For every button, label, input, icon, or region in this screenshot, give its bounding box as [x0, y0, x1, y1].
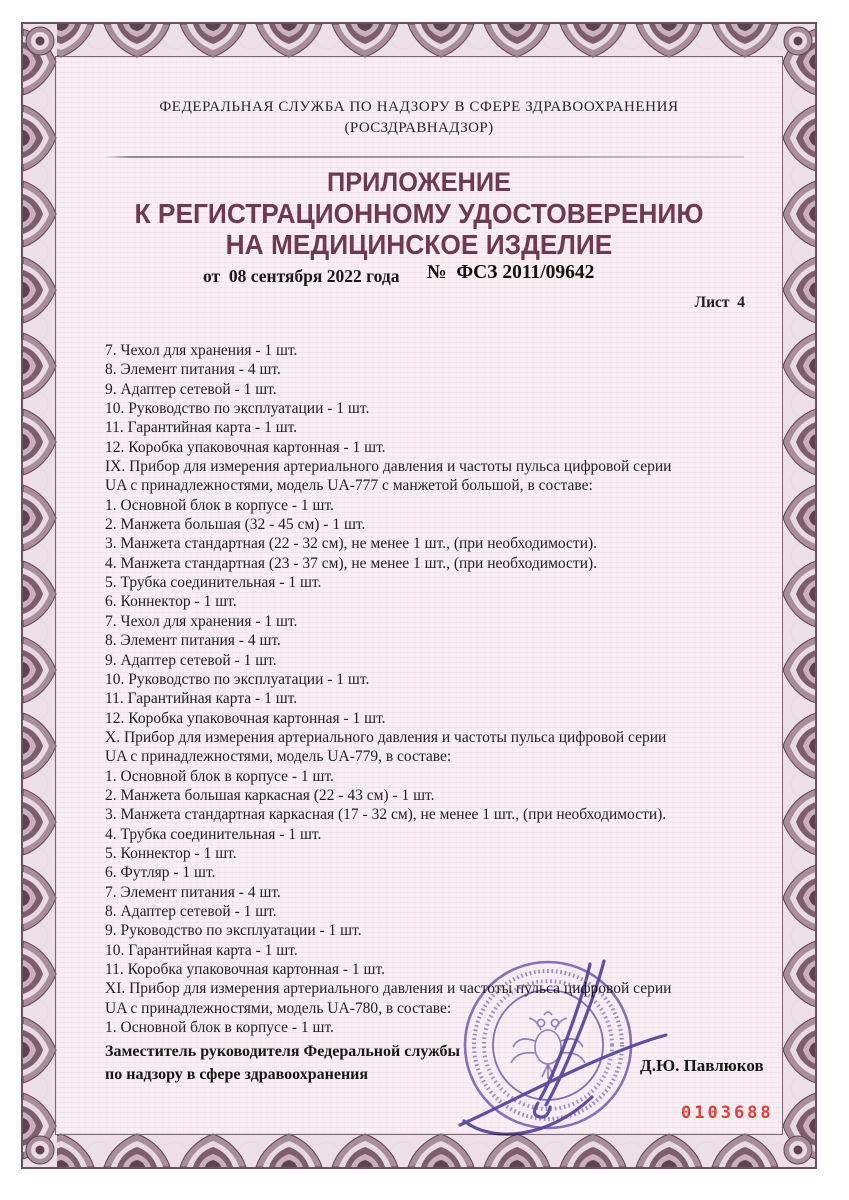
body-line: 1. Основной блок в корпусе - 1 шт.: [105, 496, 334, 514]
body-line: UA с принадлежностями, модель UA-779, в составе:: [105, 748, 452, 766]
body-line: 9. Руководство по эксплуатации - 1 шт.: [105, 922, 362, 940]
body-line: 5. Коннектор - 1 шт.: [105, 844, 237, 862]
body-line: 4. Манжета стандартная (23 - 37 см), не менее 1 шт., (при необходимости).: [105, 554, 598, 572]
agency-short-name: (РОСЗДРАВНАДЗОР): [344, 120, 494, 136]
border-guilloche-left: [23, 24, 57, 1167]
document-title-line1: ПРИЛОЖЕНИЕ: [326, 167, 512, 197]
body-line: 5. Трубка соединительная - 1 шт.: [105, 574, 322, 592]
signer-name: Д.Ю. Павлюков: [640, 1056, 764, 1075]
body-line: 7. Элемент питания - 4 шт.: [105, 883, 281, 901]
signer-position-line1: Заместитель руководителя Федеральной службы: [105, 1043, 460, 1060]
agency-name: ФЕДЕРАЛЬНАЯ СЛУЖБА ПО НАДЗОРУ В СФЕРЕ ЗДРАВООХРАНЕНИЯ: [159, 99, 679, 115]
body-line: 2. Манжета большая (32 - 45 см) - 1 шт.: [105, 516, 366, 534]
body-line: 9. Адаптер сетевой - 1 шт.: [105, 651, 277, 669]
body-line: 7. Чехол для хранения - 1 шт.: [105, 342, 298, 359]
body-line: 10. Руководство по эксплуатации - 1 шт.: [105, 670, 370, 688]
document-title-line3: НА МЕДИЦИНСКОЕ ИЗДЕЛИЕ: [225, 229, 613, 260]
body-line: 8. Элемент питания - 4 шт.: [105, 361, 281, 379]
body-line: 3. Манжета стандартная (22 - 32 см), не менее 1 шт., (при необходимости).: [105, 535, 598, 553]
sheet-number: Лист 4: [694, 294, 745, 311]
body-line: X. Прибор для измерения артериального давления и частоты пульса цифровой серии: [105, 728, 667, 746]
body-line: UA с принадлежностями, модель UA-777 с манжетой большой, в составе:: [105, 477, 593, 495]
body-line: 8. Элемент питания - 4 шт.: [105, 632, 281, 650]
border-guilloche-top: [23, 24, 815, 58]
body-line: 10. Руководство по эксплуатации - 1 шт.: [105, 400, 370, 418]
body-line: 1. Основной блок в корпусе - 1 шт.: [105, 1019, 334, 1037]
document-title-line2: К РЕГИСТРАЦИОННОМУ УДОСТОВЕРЕНИЮ: [134, 198, 704, 229]
border-guilloche-bottom: [23, 1133, 815, 1167]
body-line: 6. Футляр - 1 шт.: [105, 864, 216, 882]
body-line: 8. Адаптер сетевой - 1 шт.: [105, 902, 277, 920]
body-line: 3. Манжета стандартная каркасная (17 - 32 см), не менее 1 шт., (при необходимости).: [105, 806, 667, 824]
body-line: 1. Основной блок в корпусе - 1 шт.: [105, 767, 334, 785]
body-line: 7. Чехол для хранения - 1 шт.: [105, 612, 298, 630]
body-line: 2. Манжета большая каркасная (22 - 43 см) - 1 шт.: [105, 786, 435, 804]
body-line: 12. Коробка упаковочная картонная - 1 шт.: [105, 438, 386, 456]
signer-position-line2: по надзору в сфере здравоохранения: [105, 1066, 369, 1083]
body-line: 6. Коннектор - 1 шт.: [105, 593, 237, 611]
document-body: [105, 341, 765, 1037]
issue-date: от 08 сентября 2022 года: [203, 266, 400, 286]
body-line: UA с принадлежностями, модель UA-780, в составе:: [105, 999, 452, 1017]
header-divider: [104, 156, 744, 158]
body-line: 10. Гарантийная карта - 1 шт.: [105, 941, 298, 959]
border-guilloche-right: [782, 24, 816, 1167]
body-line: 12. Коробка упаковочная картонная - 1 шт.: [105, 709, 386, 727]
body-line: IX. Прибор для измерения артериального давления и частоты пульса цифровой серии: [105, 458, 672, 476]
serial-number: 0103688: [681, 1103, 774, 1123]
body-line: 4. Трубка соединительная - 1 шт.: [105, 825, 322, 843]
body-line: 11. Коробка упаковочная картонная - 1 шт.: [105, 961, 385, 978]
body-line: XI. Прибор для измерения артериального давления и частоты пульса цифровой серии: [105, 980, 672, 998]
body-line: 9. Адаптер сетевой - 1 шт.: [105, 380, 277, 398]
registration-number: № ФСЗ 2011/09642: [427, 262, 595, 283]
body-line: 11. Гарантийная карта - 1 шт.: [105, 690, 298, 708]
body-line: 11. Гарантийная карта - 1 шт.: [105, 419, 298, 437]
